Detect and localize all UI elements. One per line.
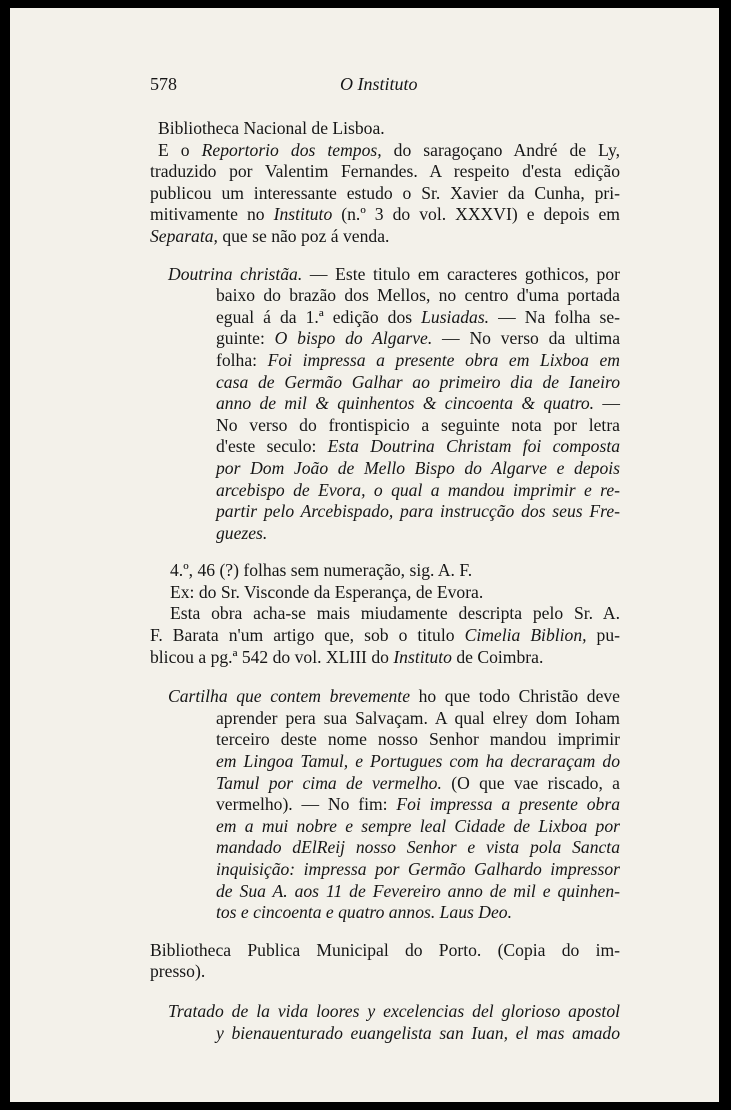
text-line: blicou a pg.ª 542 do vol. XLIII do Instituto de Coimbra. xyxy=(150,646,544,667)
text-line: E o Reportorio dos tempos, do saragoçano André de Ly, xyxy=(158,139,620,160)
text-line: de Sua A. aos 11 de Fevereiro anno de mil e quinhen- xyxy=(216,880,620,901)
entry-title-line: Cartilha que contem brevemente ho que todo Christão deve xyxy=(168,686,620,707)
text-line: inquisição: impressa por Germão Galhardo impressor xyxy=(216,859,620,879)
text-line: anno de mil & quinhentos & cincoenta & quatro. — xyxy=(216,393,620,414)
text-line: Bibliotheca Publica Municipal do Porto. (Copia do im- xyxy=(150,939,620,960)
book-page xyxy=(10,8,719,1102)
entry-title: Cartilha que contem brevemente xyxy=(168,686,410,707)
running-title: O Instituto xyxy=(340,74,418,94)
text-line: baixo do brazão dos Mellos, no centro d'uma portada xyxy=(216,285,620,306)
text-line: F. Barata n'um artigo que, sob o titulo Cimelia Biblion, pu- xyxy=(150,625,621,646)
page-header xyxy=(10,74,719,98)
text-line: guinte: O bispo do Algarve. — No verso da ultima xyxy=(216,328,621,349)
text-line: tos e cincoenta e quatro annos. Laus Deo. xyxy=(216,902,512,923)
entry-reportorio xyxy=(150,118,620,248)
entry-porto xyxy=(150,940,620,983)
text-line: Tamul por cima de vermelho. (O que vae riscado, a xyxy=(216,772,620,793)
text-line: casa de Germão Galhar ao primeiro dia de Ianeiro xyxy=(216,371,620,392)
text-line: y bienauenturado euangelista san Iuan, el mas amado xyxy=(216,1022,620,1043)
text-line: terceiro deste nome nosso Senhor mandou imprimir xyxy=(216,729,620,750)
text-line: Esta obra acha-se mais miudamente descripta pelo Sr. A. xyxy=(170,603,620,624)
text-line: partir pelo Arcebispado, para instrucção dos seus Fre- xyxy=(216,501,620,522)
text-line: arcebispo de Evora, o qual a mandou imprimir e re- xyxy=(216,479,620,500)
text-line: Ex: do Sr. Visconde da Esperança, de Evora. xyxy=(170,581,484,602)
text-line: Bibliotheca Nacional de Lisboa. xyxy=(158,118,385,138)
entry-doutrina xyxy=(168,264,620,545)
entry-tratado xyxy=(168,1001,620,1044)
text-line: publicou um interessante estudo o Sr. Xavier da Cunha, pri- xyxy=(150,182,620,203)
text-line: vermelho). — No fim: Foi impressa a presente obra xyxy=(216,794,620,815)
entry-title: Doutrina christãa. xyxy=(168,263,303,284)
text-line: folha: Foi impressa a presente obra em Lixboa em xyxy=(216,349,620,370)
entry-description xyxy=(150,560,620,668)
text-line: 4.º, 46 (?) folhas sem numeração, sig. A. F. xyxy=(170,560,473,581)
text-line: em Lingoa Tamul, e Portugues com ha decraraçam do xyxy=(216,751,620,772)
entry-title-line: Tratado de la vida loores y excelencias del glorioso apostol xyxy=(168,1000,620,1021)
text-line: presso). xyxy=(150,961,206,982)
text-line: egual á da 1.ª edição dos Lusiadas. — Na folha se- xyxy=(216,306,620,327)
text-line: mandado dElReij nosso Senhor e vista pola Sancta xyxy=(216,837,620,858)
text-line: mitivamente no Instituto (n.º 3 do vol. XXXVI) e depois em xyxy=(150,204,620,225)
text-line: d'este seculo: Esta Doutrina Christam foi composta xyxy=(216,436,621,457)
page-body xyxy=(150,118,620,1044)
text-line: por Dom João de Mello Bispo do Algarve e depois xyxy=(216,457,620,478)
text-line: aprender pera sua Salvaçam. A qual elrey dom Ioham xyxy=(216,707,620,728)
text-line: No verso do frontispicio a seguinte nota por letra xyxy=(216,414,620,435)
entry-cartilha xyxy=(168,686,620,924)
page-number: 578 xyxy=(150,74,177,94)
text-line: Separata, que se não poz á venda. xyxy=(150,225,390,246)
text-line: traduzido por Valentim Fernandes. A respeito d'esta edição xyxy=(150,161,620,182)
text-line: em a mui nobre e sempre leal Cidade de Lixboa por xyxy=(216,815,620,836)
entry-title-line: Doutrina christãa. — Este titulo em caracteres gothicos, por xyxy=(168,263,621,284)
text-line: guezes. xyxy=(216,522,268,543)
